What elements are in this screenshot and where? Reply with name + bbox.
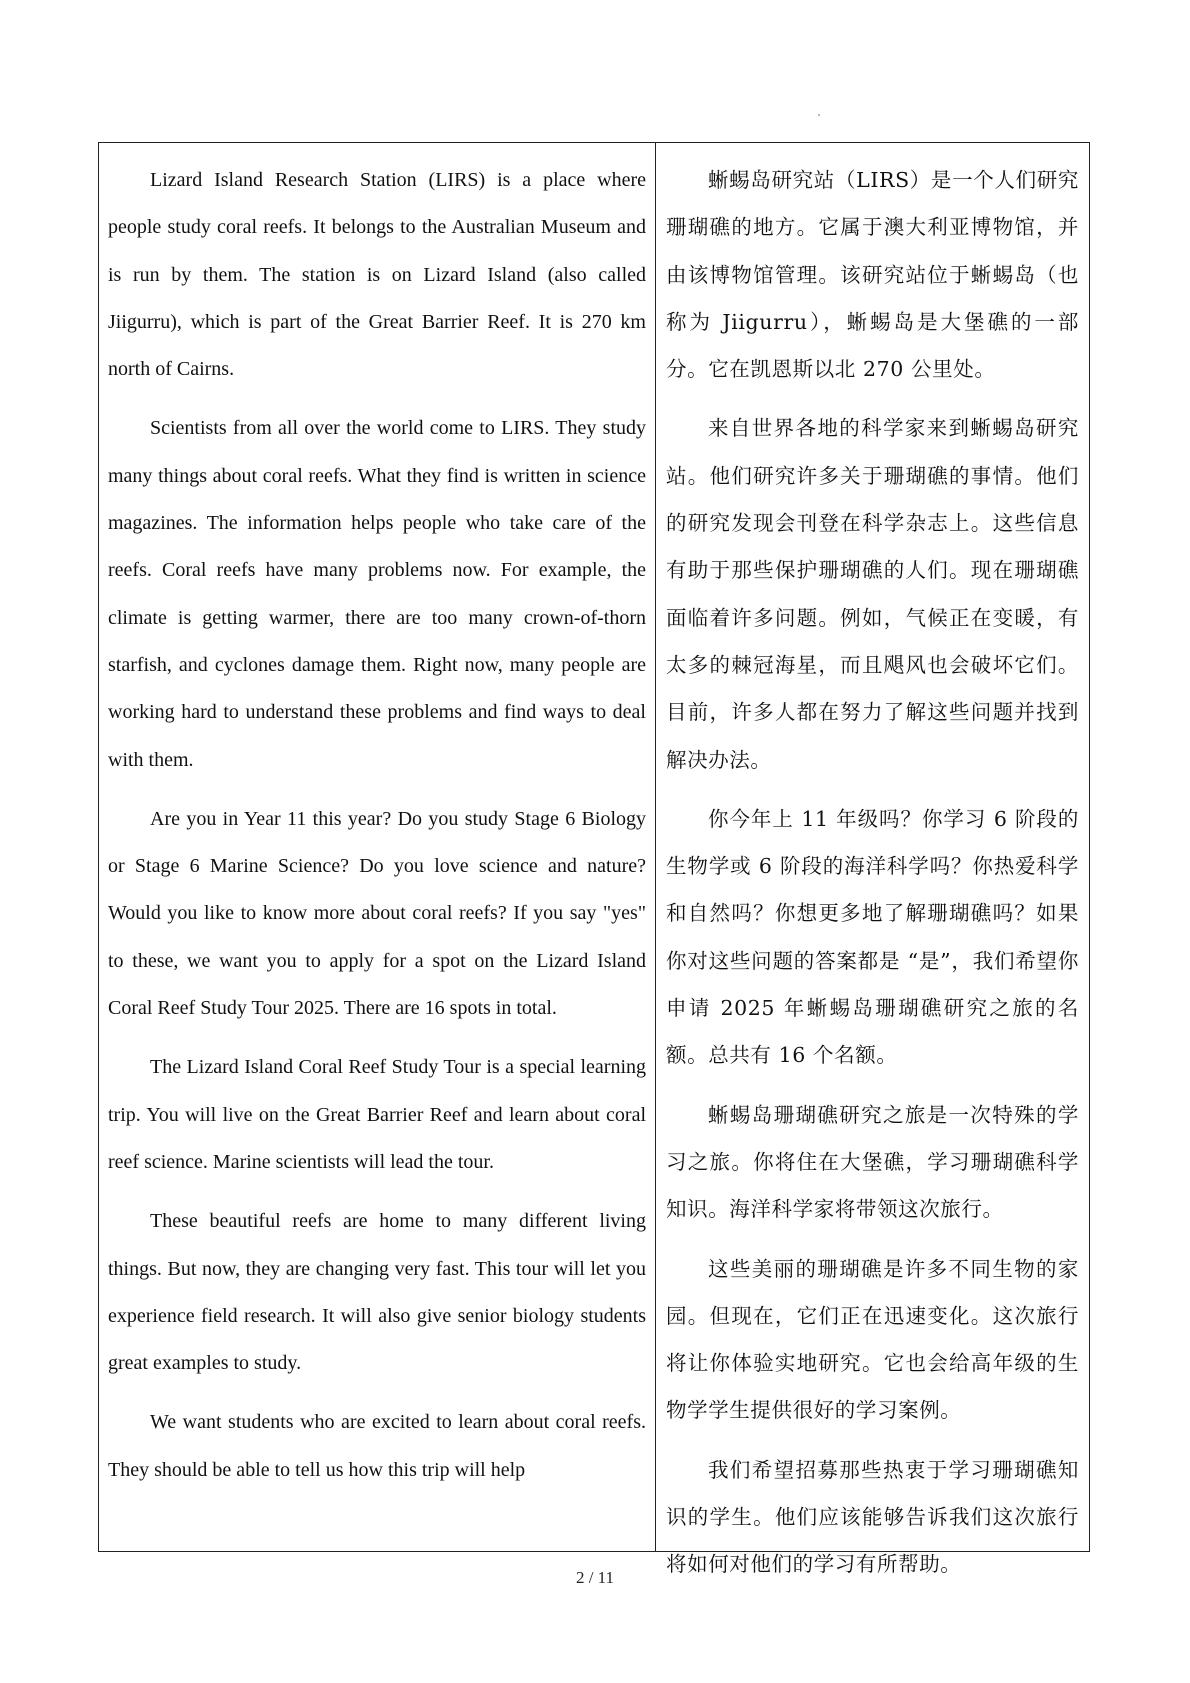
chinese-paragraph-5: 这些美丽的珊瑚礁是许多不同生物的家园。但现在，它们正在迅速变化。这次旅行将让你体验实地研究。它也会给高年级的生物学学生提供很好的学习案例。 [666,1256,1079,1423]
english-paragraph-3: Are you in Year 11 this year? Do you study Stage 6 Biology or Stage 6 Marine Science? Do you love science and nature? Would you like to know more about coral reefs? If you say "yes" to these, we want you to apply for a spot on the Lizard Island Coral Reef Study Tour 2025. There are 16 spots in total. [108,807,646,1020]
chinese-paragraph-1: 蜥蜴岛研究站（LIRS）是一个人们研究珊瑚礁的地方。它属于澳大利亚博物馆，并由该博物馆管理。该研究站位于蜥蜴岛（也称为 Jiigurru），蜥蜴岛是大堡礁的一部分。它在凯恩斯以北 270 公里处。 [666,168,1079,382]
chinese-column [656,143,1089,1577]
bilingual-table [98,142,1090,1577]
english-column [99,143,656,1551]
english-paragraph-6: We want students who are excited to learn about coral reefs. They should be able to tell us how this trip will help [108,1411,646,1481]
chinese-paragraph-6: 我们希望招募那些热衷于学习珊瑚礁知识的学生。他们应该能够告诉我们这次旅行将如何对他们的学习有所帮助。 [666,1457,1079,1577]
chinese-paragraph-3: 你今年上 11 年级吗？你学习 6 阶段的生物学或 6 阶段的海洋科学吗？你热爱科学和自然吗？你想更多地了解珊瑚礁吗？如果你对这些问题的答案都是 “是”，我们希望你申请 2025 年蜥蜴岛珊瑚礁研究之旅的名额。总共有 16 个名额。 [666,806,1079,1068]
header-mark: ' [818,112,820,124]
english-paragraph-5: These beautiful reefs are home to many different living things. But now, they are changing very fast. This tour will let you experience field research. It will also give senior biology students great examples to study. [108,1210,646,1375]
page-number: 2 / 11 [575,1568,615,1587]
chinese-paragraph-2: 来自世界各地的科学家来到蜥蜴岛研究站。他们研究许多关于珊瑚礁的事情。他们的研究发现会刊登在科学杂志上。这些信息有助于那些保护珊瑚礁的人们。现在珊瑚礁面临着许多问题。例如，气候正在变暖，有太多的棘冠海星，而且飓风也会破坏它们。目前，许多人都在努力了解这些问题并找到解决办法。 [666,416,1079,772]
english-paragraph-4: The Lizard Island Coral Reef Study Tour is a special learning trip. You will live on the Great Barrier Reef and learn about coral reef science. Marine scientists will lead the tour. [108,1056,646,1173]
english-paragraph-1: Lizard Island Research Station (LIRS) is a place where people study coral reefs. It belongs to the Australian Museum and is run by them. The station is on Lizard Island (also called Jiigurru), which is part of the Great Barrier Reef. It is 270 km north of Cairns. [108,169,646,381]
english-paragraph-2: Scientists from all over the world come to LIRS. They study many things about coral reefs. What they find is written in science magazines. The information helps people who take care of the reefs. Coral reefs have many problems now. For example, the climate is getting warmer, there are too many crown-of-thorn starfish, and cyclones damage them. Right now, many people are working hard to understand these problems and find ways to deal with them. [108,417,646,771]
chinese-paragraph-4: 蜥蜴岛珊瑚礁研究之旅是一次特殊的学习之旅。你将住在大堡礁，学习珊瑚礁科学知识。海洋科学家将带领这次旅行。 [666,1102,1079,1222]
